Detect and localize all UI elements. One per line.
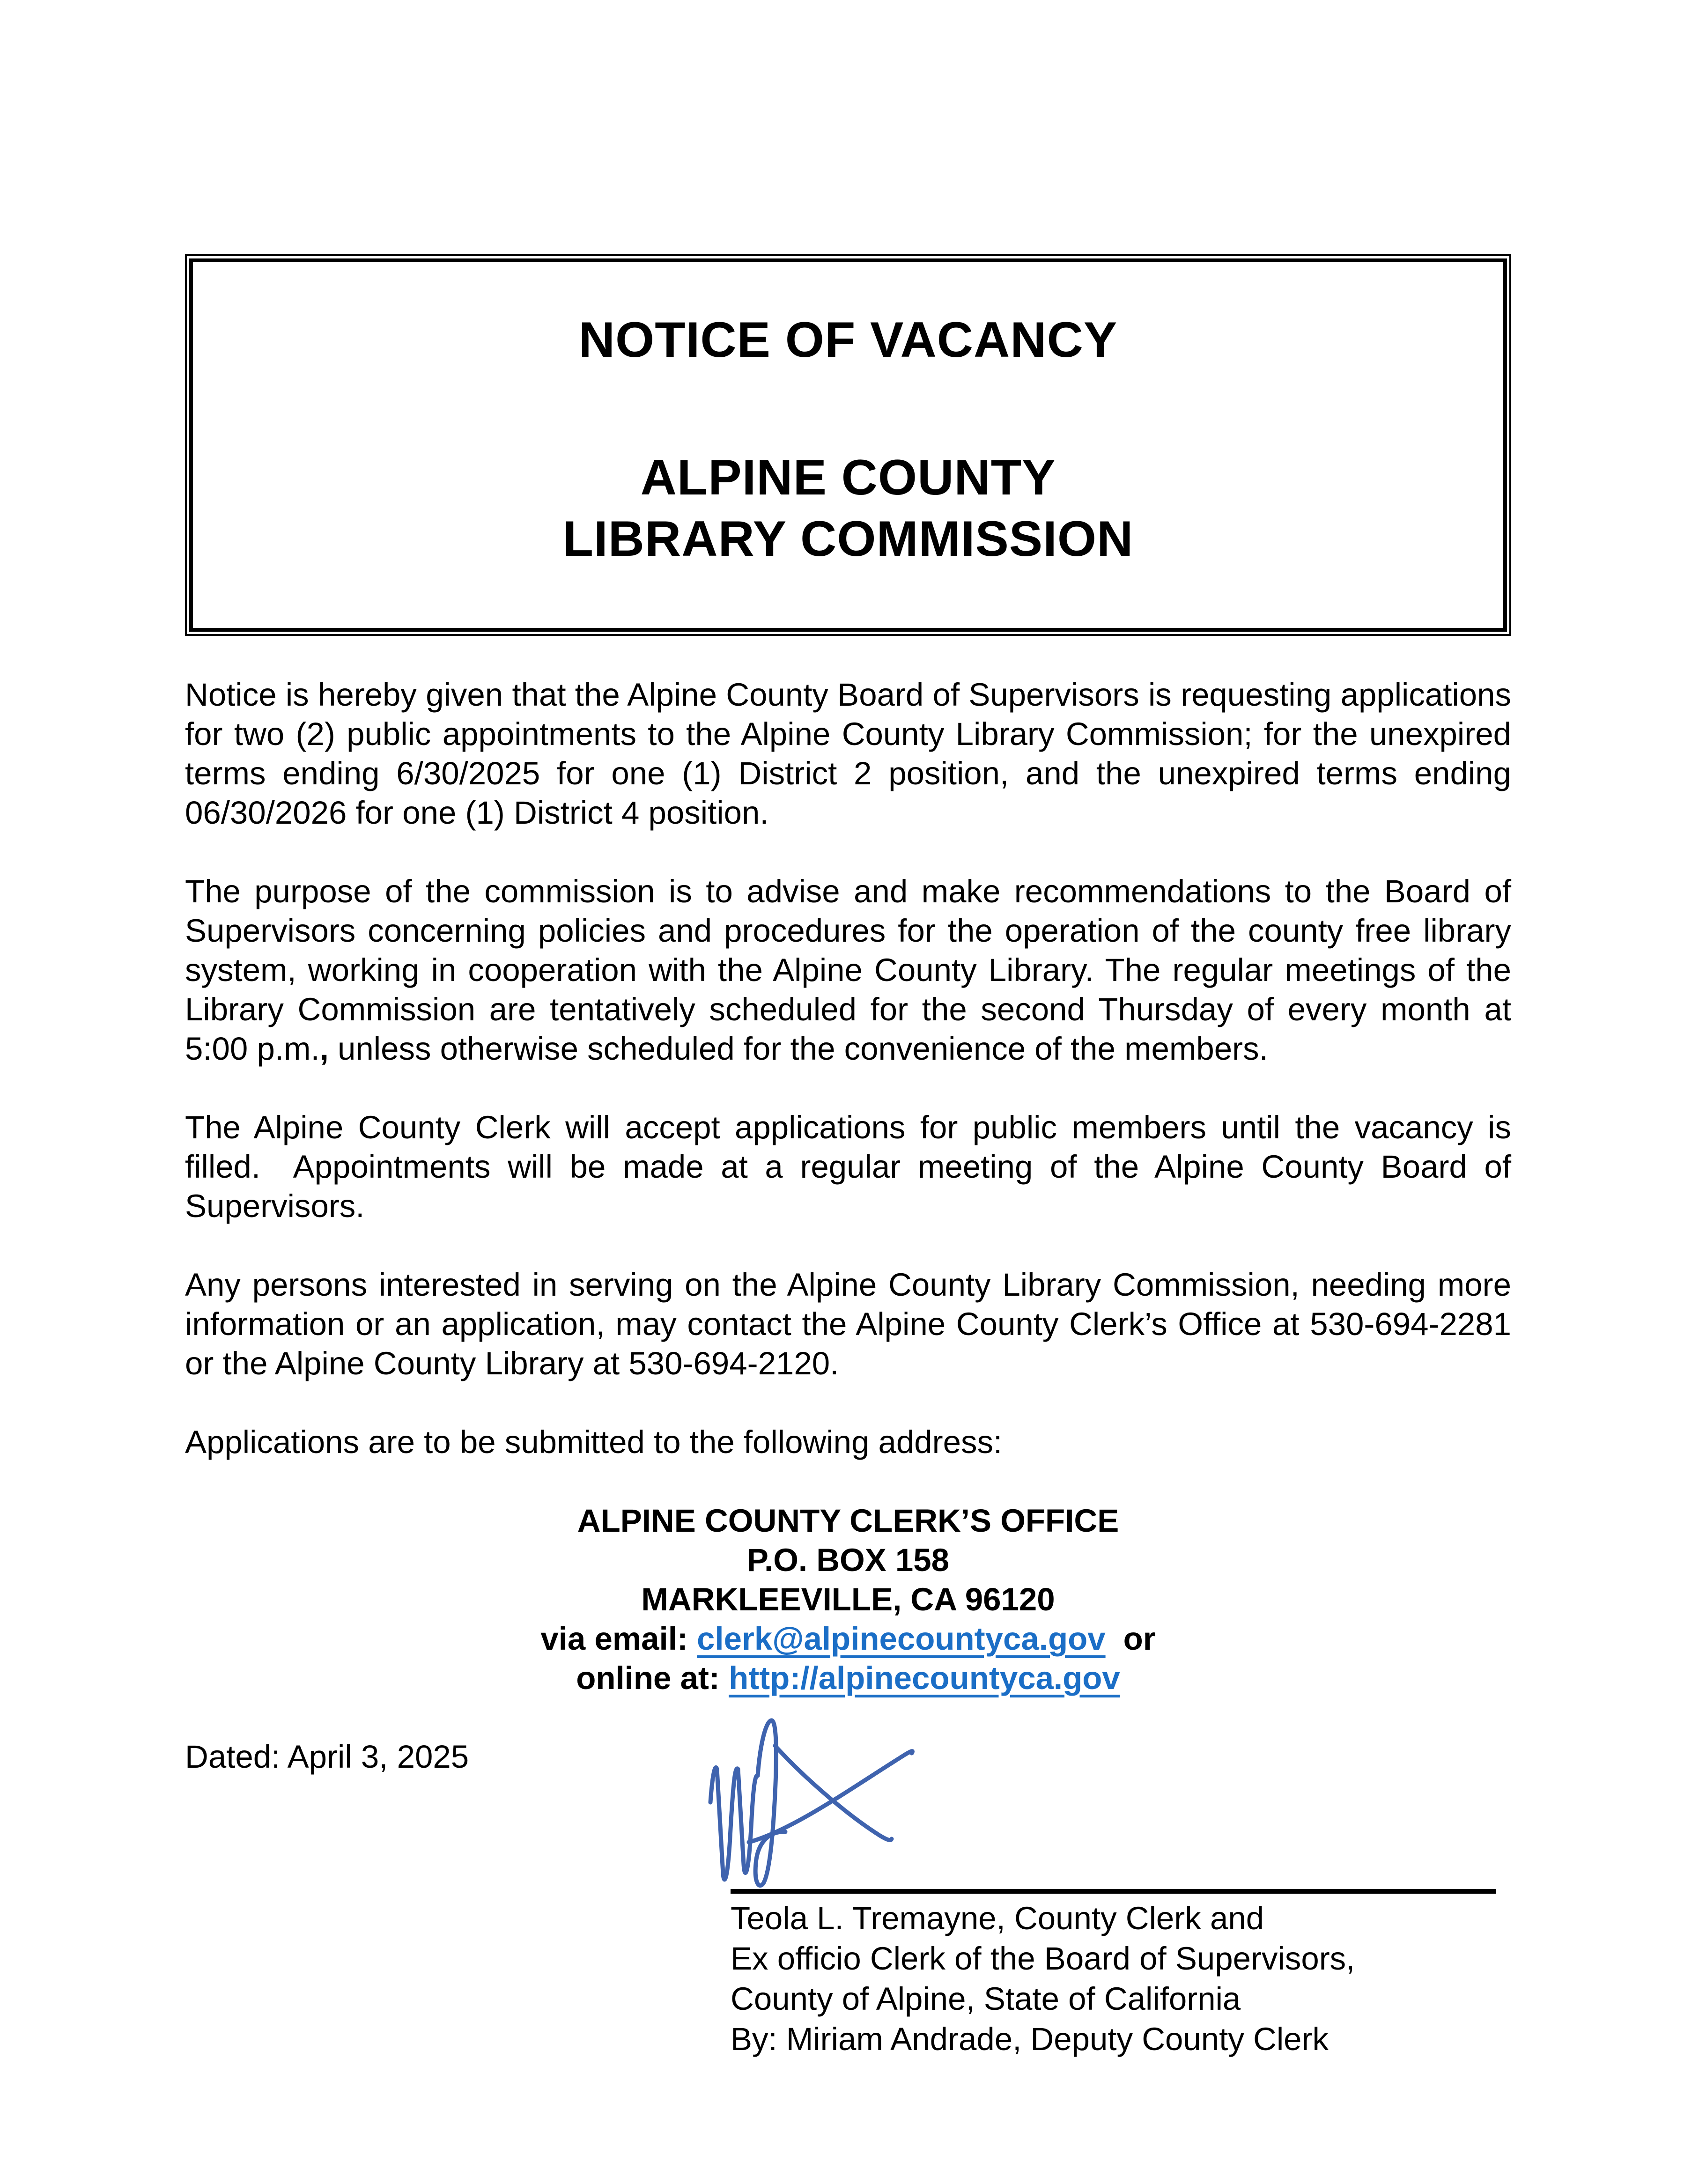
paragraph-purpose-tail: unless otherwise scheduled for the convenience of the members.	[328, 1031, 1268, 1067]
document-content	[185, 254, 1511, 2059]
signer-deputy: By: Miriam Andrade, Deputy County Clerk	[731, 2021, 1329, 2057]
title-spacer	[212, 370, 1485, 447]
document-subtitle-commission: LIBRARY COMMISSION	[562, 510, 1134, 567]
online-label: online at:	[576, 1660, 720, 1696]
email-link[interactable]: clerk@alpinecountyca.gov	[697, 1621, 1106, 1657]
website-link[interactable]: http://alpinecountyca.gov	[729, 1660, 1120, 1696]
paragraph-clerk-accept: The Alpine County Clerk will accept applications for public members until the vacancy is filled. Appointments will be made at a regular meeting of the Alpine County Board of Supervisors.	[185, 1109, 1511, 1224]
paragraph-purpose-text: The purpose of the commission is to advise and make recommendations to the Board of Supervisors concerning policies and procedures for the operation of the county free library system, working in cooperation with the Alpine County Library. The regular meetings of the Library Commission are tentatively scheduled for the second Thursday of every month at 5:00 p.m.	[185, 873, 1511, 1067]
signature-area	[185, 1777, 1511, 1889]
address-office-line: ALPINE COUNTY CLERK’S OFFICE	[577, 1503, 1119, 1539]
address-pobox-line: P.O. BOX 158	[746, 1542, 950, 1578]
signature-image	[704, 1716, 924, 1903]
document-subtitle-county: ALPINE COUNTY	[640, 449, 1056, 505]
email-or-suffix: or	[1123, 1621, 1156, 1657]
dated-line: Dated: April 3, 2025	[185, 1739, 469, 1775]
bold-comma: ,	[319, 1031, 329, 1067]
paragraph-contact-info: Any persons interested in serving on the Alpine County Library Commission, needing more information or an application, may contact the Alpine County Clerk’s Office at 530-694-2281 or the Alpine County Library at 530-694-2120.	[185, 1267, 1511, 1381]
address-city-line: MARKLEEVILLE, CA 96120	[641, 1581, 1055, 1617]
email-label: via email:	[540, 1621, 688, 1657]
signer-name-title: Teola L. Tremayne, County Clerk and	[731, 1900, 1264, 1936]
document-title: NOTICE OF VACANCY	[578, 311, 1118, 368]
paragraph-purpose	[185, 872, 1511, 1069]
signer-ex-officio: Ex officio Clerk of the Board of Supervisors,	[731, 1941, 1355, 1977]
address-block	[185, 1501, 1511, 1698]
title-box-inner	[189, 258, 1507, 632]
paragraph-submit-instruction: Applications are to be submitted to the following address:	[185, 1424, 1003, 1460]
title-box	[185, 254, 1511, 636]
address-online-line	[185, 1659, 1511, 1698]
paragraph-notice-given: Notice is hereby given that the Alpine County Board of Supervisors is requesting applications for two (2) public appointments to the Alpine County Library Commission; for the unexpired terms ending 6/30/2025 for one (1) District 2 position, and the unexpired terms ending 06/30/2026 for one (1) District 4 position.	[185, 677, 1511, 831]
address-email-line	[185, 1619, 1511, 1659]
signer-county-state: County of Alpine, State of California	[731, 1981, 1241, 2017]
signature-block	[731, 1898, 1511, 2059]
